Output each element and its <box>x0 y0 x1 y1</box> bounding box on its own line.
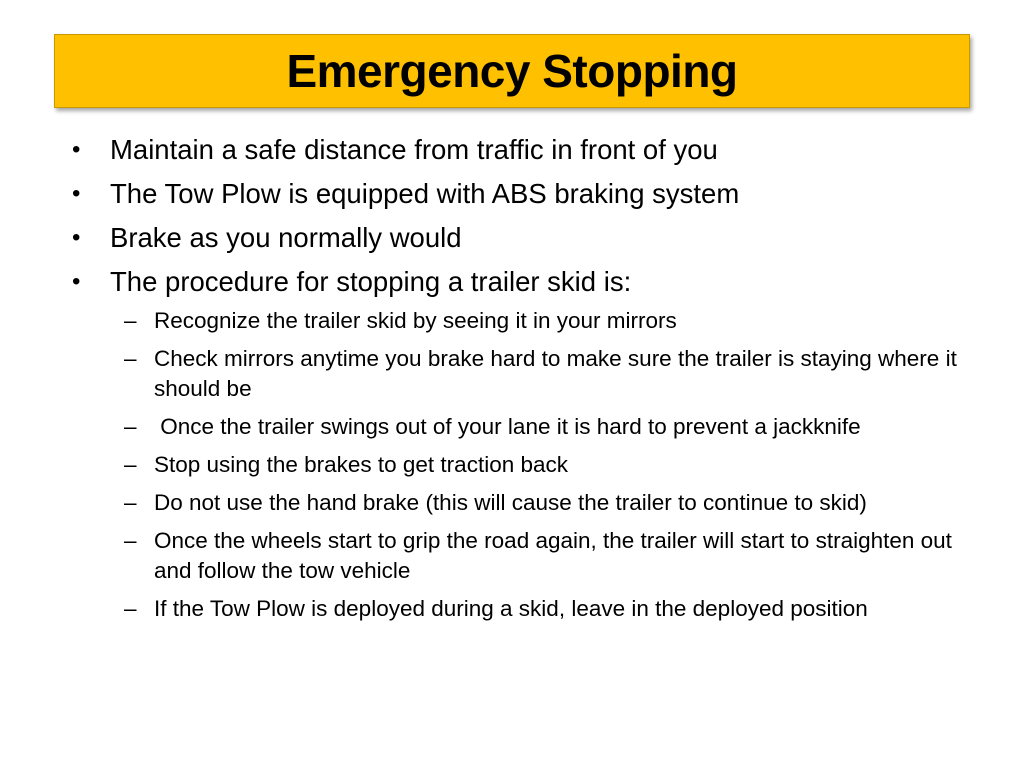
bullet-text: The Tow Plow is equipped with ABS braking system <box>110 178 740 209</box>
sub-bullet-item <box>72 344 964 404</box>
dash-icon: – <box>124 308 137 333</box>
bullet-item <box>72 128 972 172</box>
sub-bullet-item <box>72 526 964 586</box>
bullet-item <box>72 216 972 260</box>
bullet-icon: • <box>72 224 81 251</box>
sub-bullet-text: Once the wheels start to grip the road again, the trailer will start to straighten out and follow the tow vehicle <box>154 528 952 583</box>
sub-bullet-text: Recognize the trailer skid by seeing it in your mirrors <box>154 308 677 333</box>
bullet-item <box>72 260 972 304</box>
sub-bullet-item <box>72 306 964 336</box>
dash-icon: – <box>124 414 137 439</box>
dash-icon: – <box>124 528 137 553</box>
bullet-icon: • <box>72 268 81 295</box>
title-banner <box>54 34 970 108</box>
sub-bullet-item <box>72 412 964 442</box>
dash-icon: – <box>124 452 137 477</box>
sub-bullet-text: Once the trailer swings out of your lane it is hard to prevent a jackknife <box>154 414 861 439</box>
bullet-text: The procedure for stopping a trailer skid is: <box>110 266 632 297</box>
slide-title: Emergency Stopping <box>286 45 738 97</box>
dash-icon: – <box>124 596 137 621</box>
dash-icon: – <box>124 346 137 371</box>
bullet-text: Maintain a safe distance from traffic in front of you <box>110 134 718 165</box>
sub-bullet-item <box>72 450 964 480</box>
sub-bullet-text: Do not use the hand brake (this will cause the trailer to continue to skid) <box>154 490 867 515</box>
sub-bullet-text: Stop using the brakes to get traction back <box>154 452 568 477</box>
sub-bullet-text: Check mirrors anytime you brake hard to make sure the trailer is staying where it should be <box>154 346 957 401</box>
sub-bullet-text: If the Tow Plow is deployed during a skid, leave in the deployed position <box>154 596 868 621</box>
sub-bullet-item <box>72 594 964 624</box>
bullet-text: Brake as you normally would <box>110 222 462 253</box>
bullet-icon: • <box>72 136 81 163</box>
bullet-icon: • <box>72 180 81 207</box>
bullet-list <box>72 128 972 632</box>
sub-bullet-item <box>72 488 964 518</box>
dash-icon: – <box>124 490 137 515</box>
bullet-item <box>72 172 972 216</box>
sub-bullet-list <box>72 306 972 624</box>
